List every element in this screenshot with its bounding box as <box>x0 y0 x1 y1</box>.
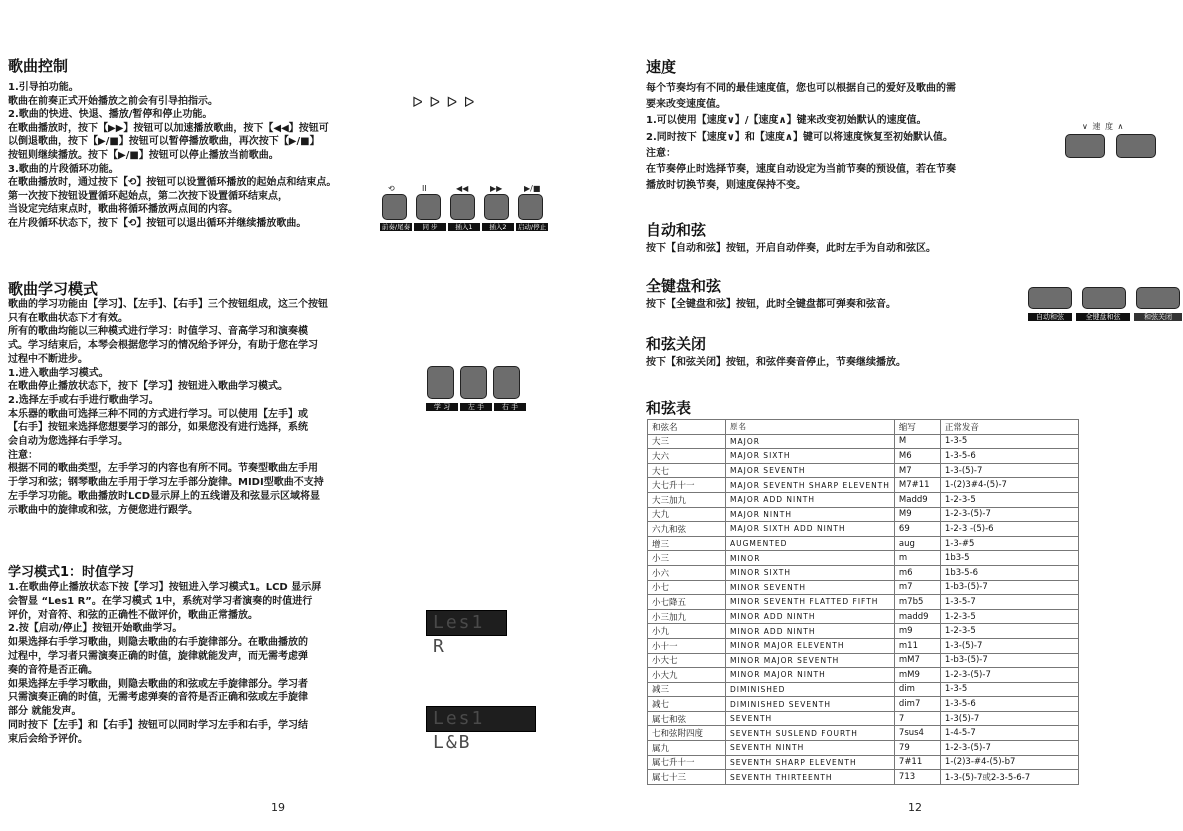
left-page <box>0 0 590 831</box>
text-line: 当设定完结束点时，歌曲将循环播放两点间的内容。 <box>8 204 238 216</box>
start-stop-button[interactable] <box>518 194 543 220</box>
cell-abbreviation: mM9 <box>894 668 940 683</box>
cell-abbreviation: m7b5 <box>894 595 940 610</box>
cell-abbreviation: 7sus4 <box>894 726 940 741</box>
cell-normal-sound: 1-4-5-7 <box>940 726 1078 741</box>
cell-chord-name: 小三 <box>648 551 726 566</box>
cell-chord-name: 大三 <box>648 434 726 449</box>
cell-chord-name: 小七 <box>648 580 726 595</box>
text-line: 按钮则继续播放。按下【▶/■】按钮可以停止播放当前歌曲。 <box>8 150 279 161</box>
cell-chord-name: 小三加九 <box>648 609 726 624</box>
section-title-chord-off: 和弦关闭 <box>646 335 707 353</box>
table-row <box>648 507 1079 522</box>
cell-chord-name: 增三 <box>648 536 726 551</box>
table-row <box>648 551 1079 566</box>
cell-normal-sound: 1b3-5-6 <box>940 565 1078 580</box>
learn-buttons <box>427 366 520 399</box>
table-row <box>648 726 1079 741</box>
cell-chord-name: 属九 <box>648 741 726 756</box>
cell-normal-sound: 1-2-3-5 <box>940 624 1078 639</box>
chord-mode-labels <box>1028 313 1182 321</box>
table-row <box>648 536 1079 551</box>
cell-original-name: SEVENTH THIRTEENTH <box>726 770 895 785</box>
text-line: 式。学习结束后，本琴会根据您学习的情况给予评分，有助于您在学习 <box>8 340 318 352</box>
table-row <box>648 565 1079 580</box>
cell-chord-name: 属七和弦 <box>648 711 726 726</box>
cell-original-name: SEVENTH SHARP ELEVENTH <box>726 755 895 770</box>
cell-chord-name: 小大七 <box>648 653 726 668</box>
cell-original-name: MAJOR SIXTH ADD NINTH <box>726 522 895 537</box>
cell-chord-name: 六九和弦 <box>648 522 726 537</box>
table-row <box>648 668 1079 683</box>
text-line: 2.选择左手或右手进行歌曲学习。 <box>8 394 159 406</box>
table-row <box>648 741 1079 756</box>
tempo-label: ∨ 速 度 ∧ <box>1082 122 1125 131</box>
chord-off-label: 和弦关闭 <box>1134 313 1182 321</box>
cell-normal-sound: 1-3-#5 <box>940 536 1078 551</box>
cell-chord-name: 小大九 <box>648 668 726 683</box>
header-normal-sound: 正常发音 <box>940 420 1078 435</box>
page-number: 19 <box>271 801 285 814</box>
cell-chord-name: 大七 <box>648 463 726 478</box>
text-line: 在片段循环状态下，按下【⟲】按钮可以退出循环并继续播放歌曲。 <box>8 218 307 229</box>
intro-ending-label: 前奏/尾奏 <box>381 223 411 231</box>
cell-original-name: DIMINISHED <box>726 682 895 697</box>
text-line: 本乐器的歌曲可选择三种不同的方式进行学习。可以使用【左手】或 <box>8 408 308 420</box>
section-title-song-control: 歌曲控制 <box>8 57 69 75</box>
cell-abbreviation: M7 <box>894 463 940 478</box>
text-line: 会自动为您选择右手学习。 <box>8 436 128 447</box>
text-line: 过程中，学习者只需演奏正确的时值，旋律就能发声，而无需考虑弹 <box>8 651 308 662</box>
text-line: 2.同时按下【速度∨】和【速度∧】键可以将速度恢复至初始默认值。 <box>646 131 953 143</box>
text-line: 【右手】按钮来选择您想要学习的部分，如果您没有进行选择，系统 <box>8 422 308 434</box>
text-line: 根据不同的歌曲类型，左手学习的内容也有所不同。节奏型歌曲左手用 <box>8 463 318 475</box>
cell-chord-name: 小六 <box>648 565 726 580</box>
control-symbol-icon: ▶▶ <box>490 184 503 193</box>
cell-chord-name: 属七十三 <box>648 770 726 785</box>
auto-chord-text: 按下【自动和弦】按钮，开启自动伴奏，此时左手为自动和弦区。 <box>646 243 936 254</box>
text-line: 示歌曲中的旋律或和弦，方便您进行跟学。 <box>8 504 198 516</box>
cell-original-name: MINOR MAJOR ELEVENTH <box>726 638 895 653</box>
text-line: 第一次按下按钮设置循环起始点，第二次按下设置循环结束点， <box>8 190 288 202</box>
cell-chord-name: 大九 <box>648 507 726 522</box>
cell-original-name: MAJOR <box>726 434 895 449</box>
table-row <box>648 580 1079 595</box>
table-row <box>648 755 1079 770</box>
text-line: 每个节奏均有不同的最佳速度值，您也可以根据自己的爱好及歌曲的需 <box>646 83 956 94</box>
text-line: 只有在歌曲状态下才有效。 <box>8 312 128 324</box>
table-row <box>648 434 1079 449</box>
cell-abbreviation: 7 <box>894 711 940 726</box>
learn-label: 学 习 <box>426 403 458 411</box>
full-keyboard-label: 全键盘和弦 <box>1076 313 1130 321</box>
fill-in2-label: 插入2 <box>482 223 514 231</box>
cell-abbreviation: Madd9 <box>894 492 940 507</box>
cell-original-name: MAJOR NINTH <box>726 507 895 522</box>
cell-original-name: MAJOR ADD NINTH <box>726 492 895 507</box>
section-title-tempo: 速度 <box>646 58 677 76</box>
cell-normal-sound: 1-b3-(5)-7 <box>940 580 1078 595</box>
cell-original-name: AUGMENTED <box>726 536 895 551</box>
cell-original-name: MINOR <box>726 551 895 566</box>
cell-abbreviation: m6 <box>894 565 940 580</box>
table-row <box>648 711 1079 726</box>
table-row <box>648 609 1079 624</box>
cell-normal-sound: 1-2-3-5 <box>940 609 1078 624</box>
cell-abbreviation: madd9 <box>894 609 940 624</box>
right-page <box>590 0 1183 831</box>
cell-original-name: MINOR SIXTH <box>726 565 895 580</box>
text-line: 2.按【启动/停止】按钮开始歌曲学习。 <box>8 623 183 635</box>
text-line: 注意： <box>646 147 676 159</box>
cell-abbreviation: 713 <box>894 770 940 785</box>
cell-abbreviation: m <box>894 551 940 566</box>
chord-mode-buttons <box>1028 287 1180 309</box>
tempo-up-button[interactable] <box>1116 134 1156 158</box>
right-hand-button[interactable] <box>493 366 520 399</box>
text-line: 要来改变速度值。 <box>646 99 726 111</box>
sync-label: 同 步 <box>414 223 446 231</box>
text-line: 以倒退歌曲，按下【▶/■】按钮可以暂停播放歌曲，再次按下【▶/■】 <box>8 136 320 148</box>
text-line: 同时按下【左手】和【右手】按钮可以同时学习左手和右手，学习结 <box>8 720 308 731</box>
cell-original-name: MAJOR SIXTH <box>726 449 895 464</box>
cell-normal-sound: 1-3-(5)-7或2-3-5-6-7 <box>940 770 1078 785</box>
table-row <box>648 682 1079 697</box>
section-title-chord-table: 和弦表 <box>646 399 692 417</box>
cell-chord-name: 大三加九 <box>648 492 726 507</box>
left-hand-button[interactable] <box>460 366 487 399</box>
text-line: 1.可以使用【速度∨】/【速度∧】键来改变初始默认的速度值。 <box>646 115 927 127</box>
cell-chord-name: 减三 <box>648 682 726 697</box>
tempo-buttons <box>1065 134 1156 158</box>
song-control-labels <box>380 223 548 231</box>
cell-original-name: MINOR MAJOR NINTH <box>726 668 895 683</box>
table-row <box>648 595 1079 610</box>
left-hand-label: 左 手 <box>460 403 492 411</box>
auto-chord-label: 自动和弦 <box>1028 313 1072 321</box>
header-chord-name: 和弦名 <box>648 420 726 435</box>
cell-chord-name: 属七升十一 <box>648 755 726 770</box>
cell-normal-sound: 1-(2)3#4-(5)-7 <box>940 478 1078 493</box>
cell-normal-sound: 1-2-3 -(5)-6 <box>940 522 1078 537</box>
cell-normal-sound: 1-3-(5)-7 <box>940 463 1078 478</box>
text-line: 在歌曲播放时，通过按下【⟲】按钮可以设置循环播放的起始点和结束点。 <box>8 177 337 189</box>
song-control-buttons <box>382 194 543 220</box>
start-stop-label: 启动/停止 <box>517 223 547 231</box>
text-line: 只需演奏正确的时值，无需考虑弹奏的音符是否正确和弦或左手旋律 <box>8 692 308 704</box>
section-title-auto-chord: 自动和弦 <box>646 221 707 239</box>
lcd-display-les1-r: Les1 R <box>426 610 507 636</box>
full-keyboard-text: 按下【全键盘和弦】按钮，此时全键盘都可弹奏和弦音。 <box>646 299 896 310</box>
cell-normal-sound: 1-2-3-(5)-7 <box>940 741 1078 756</box>
text-line: 在歌曲播放时，按下【▶▶】按钮可以加速播放歌曲，按下【◀◀】按钮可 <box>8 122 329 134</box>
cell-chord-name: 大七升十一 <box>648 478 726 493</box>
cell-normal-sound: 1-b3-(5)-7 <box>940 653 1078 668</box>
text-line: 评价，对音符、和弦的正确性不做评价，歌曲正常播放。 <box>8 609 258 621</box>
cell-chord-name: 小十一 <box>648 638 726 653</box>
table-row <box>648 653 1079 668</box>
learn-button[interactable] <box>427 366 454 399</box>
header-original-name: 原名 <box>726 420 895 435</box>
sync-button[interactable] <box>416 194 441 220</box>
tempo-down-button[interactable] <box>1065 134 1105 158</box>
cell-normal-sound: 1-3-5-6 <box>940 449 1078 464</box>
section-title-learn-mode1: 学习模式1：时值学习 <box>8 565 135 580</box>
table-row <box>648 478 1079 493</box>
control-symbol-icon: ⟲ <box>388 184 395 193</box>
cell-original-name: MINOR SEVENTH FLATTED FIFTH <box>726 595 895 610</box>
page-number: 12 <box>908 801 922 814</box>
learn-labels <box>426 403 526 411</box>
cell-abbreviation: dim7 <box>894 697 940 712</box>
fill-in2-button[interactable] <box>484 194 509 220</box>
table-row <box>648 449 1079 464</box>
count-in-arrows-icon: ᐅ ᐅ ᐅ ᐅ <box>412 95 476 111</box>
cell-abbreviation: 7#11 <box>894 755 940 770</box>
cell-original-name: MINOR SEVENTH <box>726 580 895 595</box>
cell-abbreviation: M9 <box>894 507 940 522</box>
text-line: 在歌曲停止播放状态下，按下【学习】按钮进入歌曲学习模式。 <box>8 381 288 393</box>
text-line: 会智显 “Les1 R”。在学习模式 1中，系统对学习者演奏的时值进行 <box>8 595 313 607</box>
table-row <box>648 770 1079 785</box>
section-title-song-learning: 歌曲学习模式 <box>8 280 99 298</box>
cell-original-name: MINOR ADD NINTH <box>726 624 895 639</box>
cell-chord-name: 七和弦附四度 <box>648 726 726 741</box>
cell-abbreviation: m7 <box>894 580 940 595</box>
header-abbreviation: 缩写 <box>894 420 940 435</box>
cell-abbreviation: M6 <box>894 449 940 464</box>
intro-ending-button[interactable] <box>382 194 407 220</box>
text-line: 于学习和弦；钢琴歌曲左手用于学习左手部分旋律。MIDI型歌曲不支持 <box>8 477 324 489</box>
cell-normal-sound: 1-3-5-6 <box>940 697 1078 712</box>
cell-normal-sound: 1-(2)3-#4-(5)-b7 <box>940 755 1078 770</box>
text-line: 过程中不断进步。 <box>8 353 88 365</box>
cell-abbreviation: 79 <box>894 741 940 756</box>
cell-normal-sound: 1-3-5-7 <box>940 595 1078 610</box>
cell-original-name: MAJOR SEVENTH <box>726 463 895 478</box>
text-line: 所有的歌曲均能以三种模式进行学习：时值学习、音高学习和演奏模 <box>8 326 308 338</box>
cell-original-name: MINOR ADD NINTH <box>726 609 895 624</box>
text-line: 奏的音符是否正确。 <box>8 664 98 676</box>
chord-off-text: 按下【和弦关闭】按钮，和弦伴奏音停止，节奏继续播放。 <box>646 357 906 368</box>
fill-in1-label: 插入1 <box>448 223 480 231</box>
text-line: 1.进入歌曲学习模式。 <box>8 367 109 379</box>
cell-normal-sound: 1-3-5 <box>940 434 1078 449</box>
cell-chord-name: 减七 <box>648 697 726 712</box>
table-row <box>648 463 1079 478</box>
table-header-row <box>648 420 1079 435</box>
cell-original-name: DIMINISHED SEVENTH <box>726 697 895 712</box>
cell-normal-sound: 1-3-(5)-7 <box>940 638 1078 653</box>
right-hand-label: 右 手 <box>494 403 526 411</box>
cell-chord-name: 小九 <box>648 624 726 639</box>
table-row <box>648 522 1079 537</box>
cell-abbreviation: 69 <box>894 522 940 537</box>
control-symbol-icon: ◀◀ <box>456 184 469 193</box>
text-line: 束后会给予评价。 <box>8 733 88 745</box>
text-line: 歌曲在前奏正式开始播放之前会有引导拍指示。 <box>8 95 218 107</box>
cell-abbreviation: aug <box>894 536 940 551</box>
chord-table <box>647 419 1079 785</box>
table-row <box>648 697 1079 712</box>
text-line: 1.引导拍功能。 <box>8 82 79 93</box>
text-line: 部分 就能发声。 <box>8 706 82 718</box>
text-line: 3.歌曲的片段循环功能。 <box>8 163 119 175</box>
cell-original-name: MINOR MAJOR SEVENTH <box>726 653 895 668</box>
cell-normal-sound: 1-2-3-(5)-7 <box>940 668 1078 683</box>
cell-normal-sound: 1-3-5 <box>940 682 1078 697</box>
cell-abbreviation: M <box>894 434 940 449</box>
cell-abbreviation: mM7 <box>894 653 940 668</box>
cell-normal-sound: 1-3(5)-7 <box>940 711 1078 726</box>
fill-in1-button[interactable] <box>450 194 475 220</box>
cell-original-name: MAJOR SEVENTH SHARP ELEVENTH <box>726 478 895 493</box>
cell-normal-sound: 1-2-3-5 <box>940 492 1078 507</box>
auto-chord-button[interactable] <box>1028 287 1072 309</box>
cell-abbreviation: M7#11 <box>894 478 940 493</box>
lcd-display-les1-lb: Les1 L&B <box>426 706 536 732</box>
section-title-full-keyboard: 全键盘和弦 <box>646 277 722 295</box>
text-line: 播放时切换节奏，则速度保持不变。 <box>646 180 806 192</box>
text-line: 在节奏停止时选择节奏，速度自动设定为当前节奏的预设值，若在节奏 <box>646 164 956 175</box>
cell-normal-sound: 1-2-3-(5)-7 <box>940 507 1078 522</box>
text-line: 如果选择左手学习歌曲，则隐去歌曲的和弦或左手旋律部分。学习者 <box>8 678 308 690</box>
control-symbol-icon: ▶/■ <box>524 184 541 193</box>
cell-original-name: SEVENTH <box>726 711 895 726</box>
control-symbol-icon: II <box>422 184 427 193</box>
text-line: 1.在歌曲停止播放状态下按【学习】按钮进入学习模式1。LCD 显示屏 <box>8 582 322 593</box>
table-row <box>648 624 1079 639</box>
cell-abbreviation: dim <box>894 682 940 697</box>
cell-chord-name: 小七降五 <box>648 595 726 610</box>
cell-abbreviation: m11 <box>894 638 940 653</box>
chord-off-button[interactable] <box>1136 287 1180 309</box>
text-line: 注意： <box>8 449 38 461</box>
cell-normal-sound: 1b3-5 <box>940 551 1078 566</box>
text-line: 歌曲的学习功能由【学习】、【左手】、【右手】三个按钮组成，这三个按钮 <box>8 299 328 310</box>
full-keyboard-chord-button[interactable] <box>1082 287 1126 309</box>
cell-chord-name: 大六 <box>648 449 726 464</box>
cell-original-name: SEVENTH SUSLEND FOURTH <box>726 726 895 741</box>
text-line: 2.歌曲的快进、快退、播放/暂停和停止功能。 <box>8 109 213 121</box>
text-line: 如果选择右手学习歌曲，则隐去歌曲的右手旋律部分。在歌曲播放的 <box>8 637 308 649</box>
table-row <box>648 492 1079 507</box>
text-line: 左手学习功能。歌曲播放时LCD显示屏上的五线谱及和弦显示区域将显 <box>8 490 321 502</box>
table-row <box>648 638 1079 653</box>
cell-original-name: SEVENTH NINTH <box>726 741 895 756</box>
cell-abbreviation: m9 <box>894 624 940 639</box>
